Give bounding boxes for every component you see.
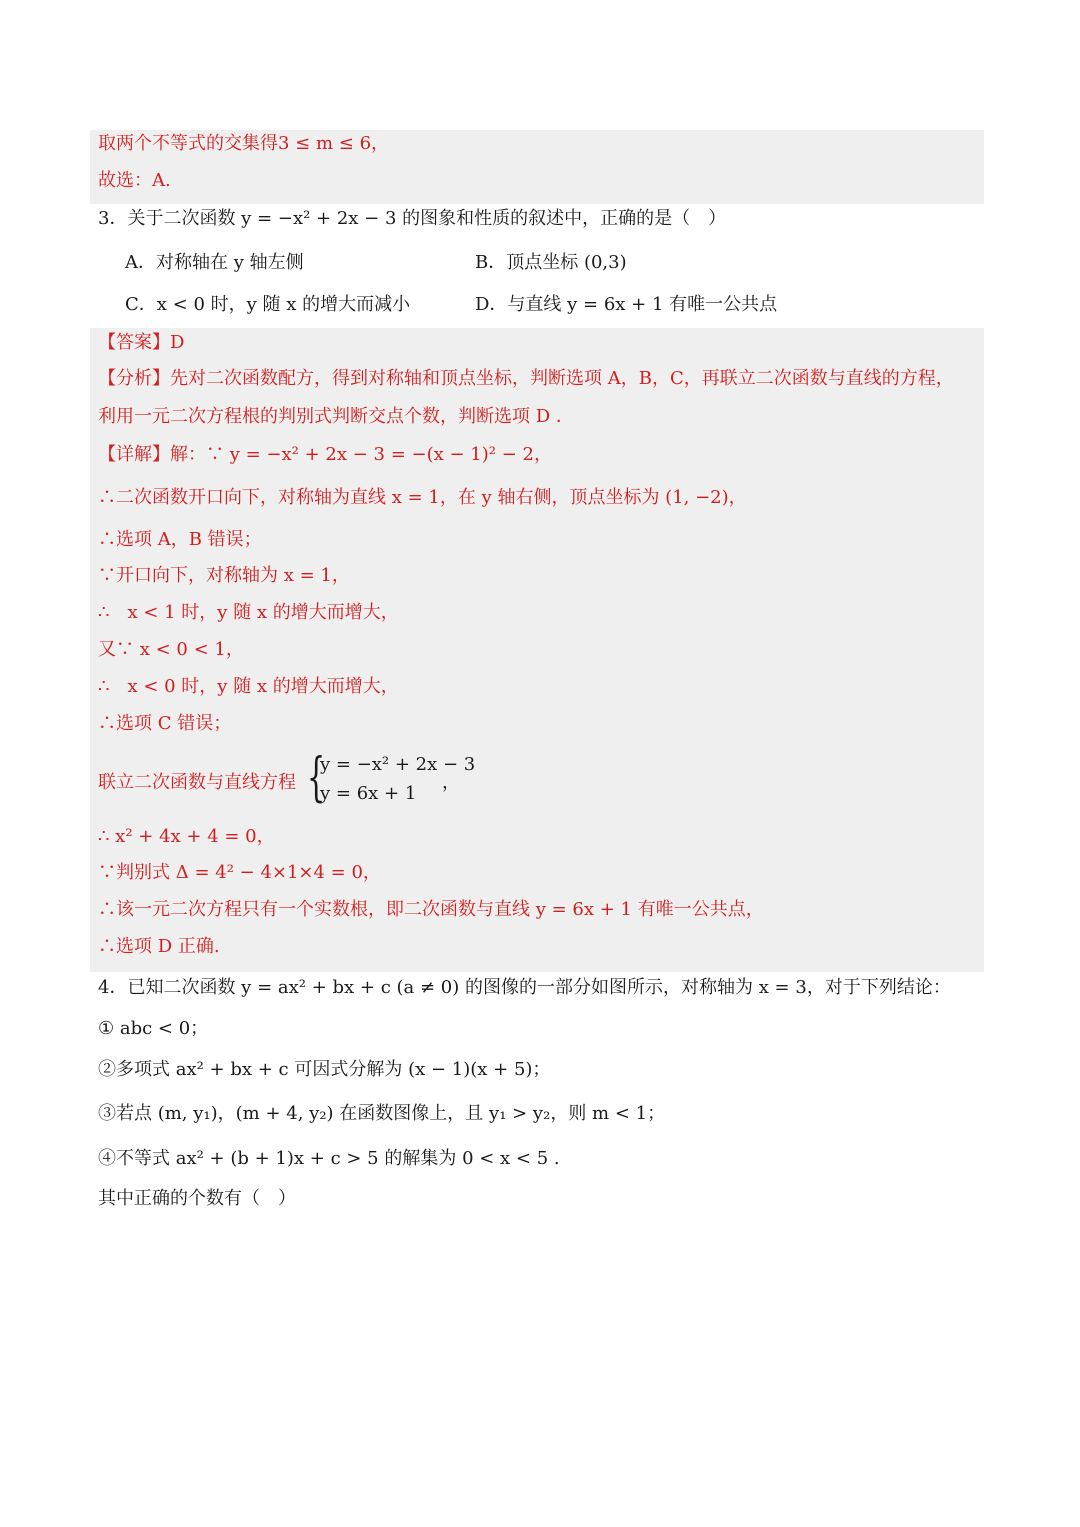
q3-analysis-2: 利用一元二次方程根的判别式判断交点个数，判断选项 D ．: [98, 406, 574, 427]
q3-after-2: ∵判别式 Δ = 4² − 4×1×4 = 0，: [98, 862, 381, 883]
q4-item-2: ②多项式 ax² + bx + c 可因式分解为 (x − 1)(x + 5)；: [98, 1059, 551, 1080]
q3-detail-4: ∵开口向下，对称轴为 x = 1，: [98, 565, 350, 586]
q4-ask: 其中正确的个数有（ ）: [98, 1188, 296, 1209]
q3-detail-7: ∴ x < 0 时，y 随 x 的增大而增大，: [98, 676, 399, 697]
q4-item-1: ① abc < 0；: [98, 1018, 209, 1039]
prev-solution-line-2: 故选：A.: [98, 170, 171, 191]
q4-item-4: ④不等式 ax² + (b + 1)x + c > 5 的解集为 0 < x < 5 .: [98, 1148, 560, 1169]
q3-detail-1: 【详解】解：∵ y = −x² + 2x − 3 = −(x − 1)² − 2，: [98, 444, 552, 465]
system-label: 联立二次函数与直线方程: [98, 772, 296, 793]
q3-detail-5: ∴ x < 1 时，y 随 x 的增大而增大，: [98, 602, 399, 623]
q3-answer: 【答案】D: [98, 332, 185, 353]
system-equation-2: y = 6x + 1: [320, 783, 417, 804]
system-comma: ，: [442, 772, 460, 793]
q3-option-c: C．x < 0 时，y 随 x 的增大而减小: [125, 294, 411, 315]
q3-detail-3: ∴选项 A，B 错误；: [98, 529, 262, 550]
q3-after-4: ∴选项 D 正确.: [98, 936, 220, 957]
q3-option-b: B．顶点坐标 (0,3): [475, 252, 627, 273]
q3-option-a: A．对称轴在 y 轴左侧: [125, 252, 304, 273]
prev-solution-line-1: 取两个不等式的交集得3 ≤ m ≤ 6，: [98, 133, 390, 154]
q3-after-3: ∴该一元二次方程只有一个实数根，即二次函数与直线 y = 6x + 1 有唯一公共点，: [98, 899, 764, 920]
q3-stem: 3．关于二次函数 y = −x² + 2x − 3 的图象和性质的叙述中，正确的是（ ）: [98, 208, 727, 229]
q4-stem: 4．已知二次函数 y = ax² + bx + c (a ≠ 0) 的图像的一部分如图所示，对称轴为 x = 3，对于下列结论：: [98, 977, 951, 998]
q4-item-3: ③若点 (m, y₁)，(m + 4, y₂) 在函数图像上，且 y₁ > y₂，则 m < 1；: [98, 1103, 666, 1124]
system-equation-1: y = −x² + 2x − 3: [320, 754, 476, 775]
q3-analysis-1: 【分析】先对二次函数配方，得到对称轴和顶点坐标，判断选项 A，B，C，再联立二次函数与直线的方程，: [98, 368, 954, 389]
q3-option-d: D．与直线 y = 6x + 1 有唯一公共点: [475, 294, 778, 315]
q3-detail-8: ∴选项 C 错误；: [98, 713, 232, 734]
q3-after-1: ∴ x² + 4x + 4 = 0，: [98, 826, 275, 847]
q3-detail-2: ∴二次函数开口向下，对称轴为直线 x = 1，在 y 轴右侧，顶点坐标为 (1, −2)，: [98, 487, 747, 508]
system-brace: {: [307, 748, 326, 808]
q3-detail-6: 又∵ x < 0 < 1，: [98, 639, 244, 660]
